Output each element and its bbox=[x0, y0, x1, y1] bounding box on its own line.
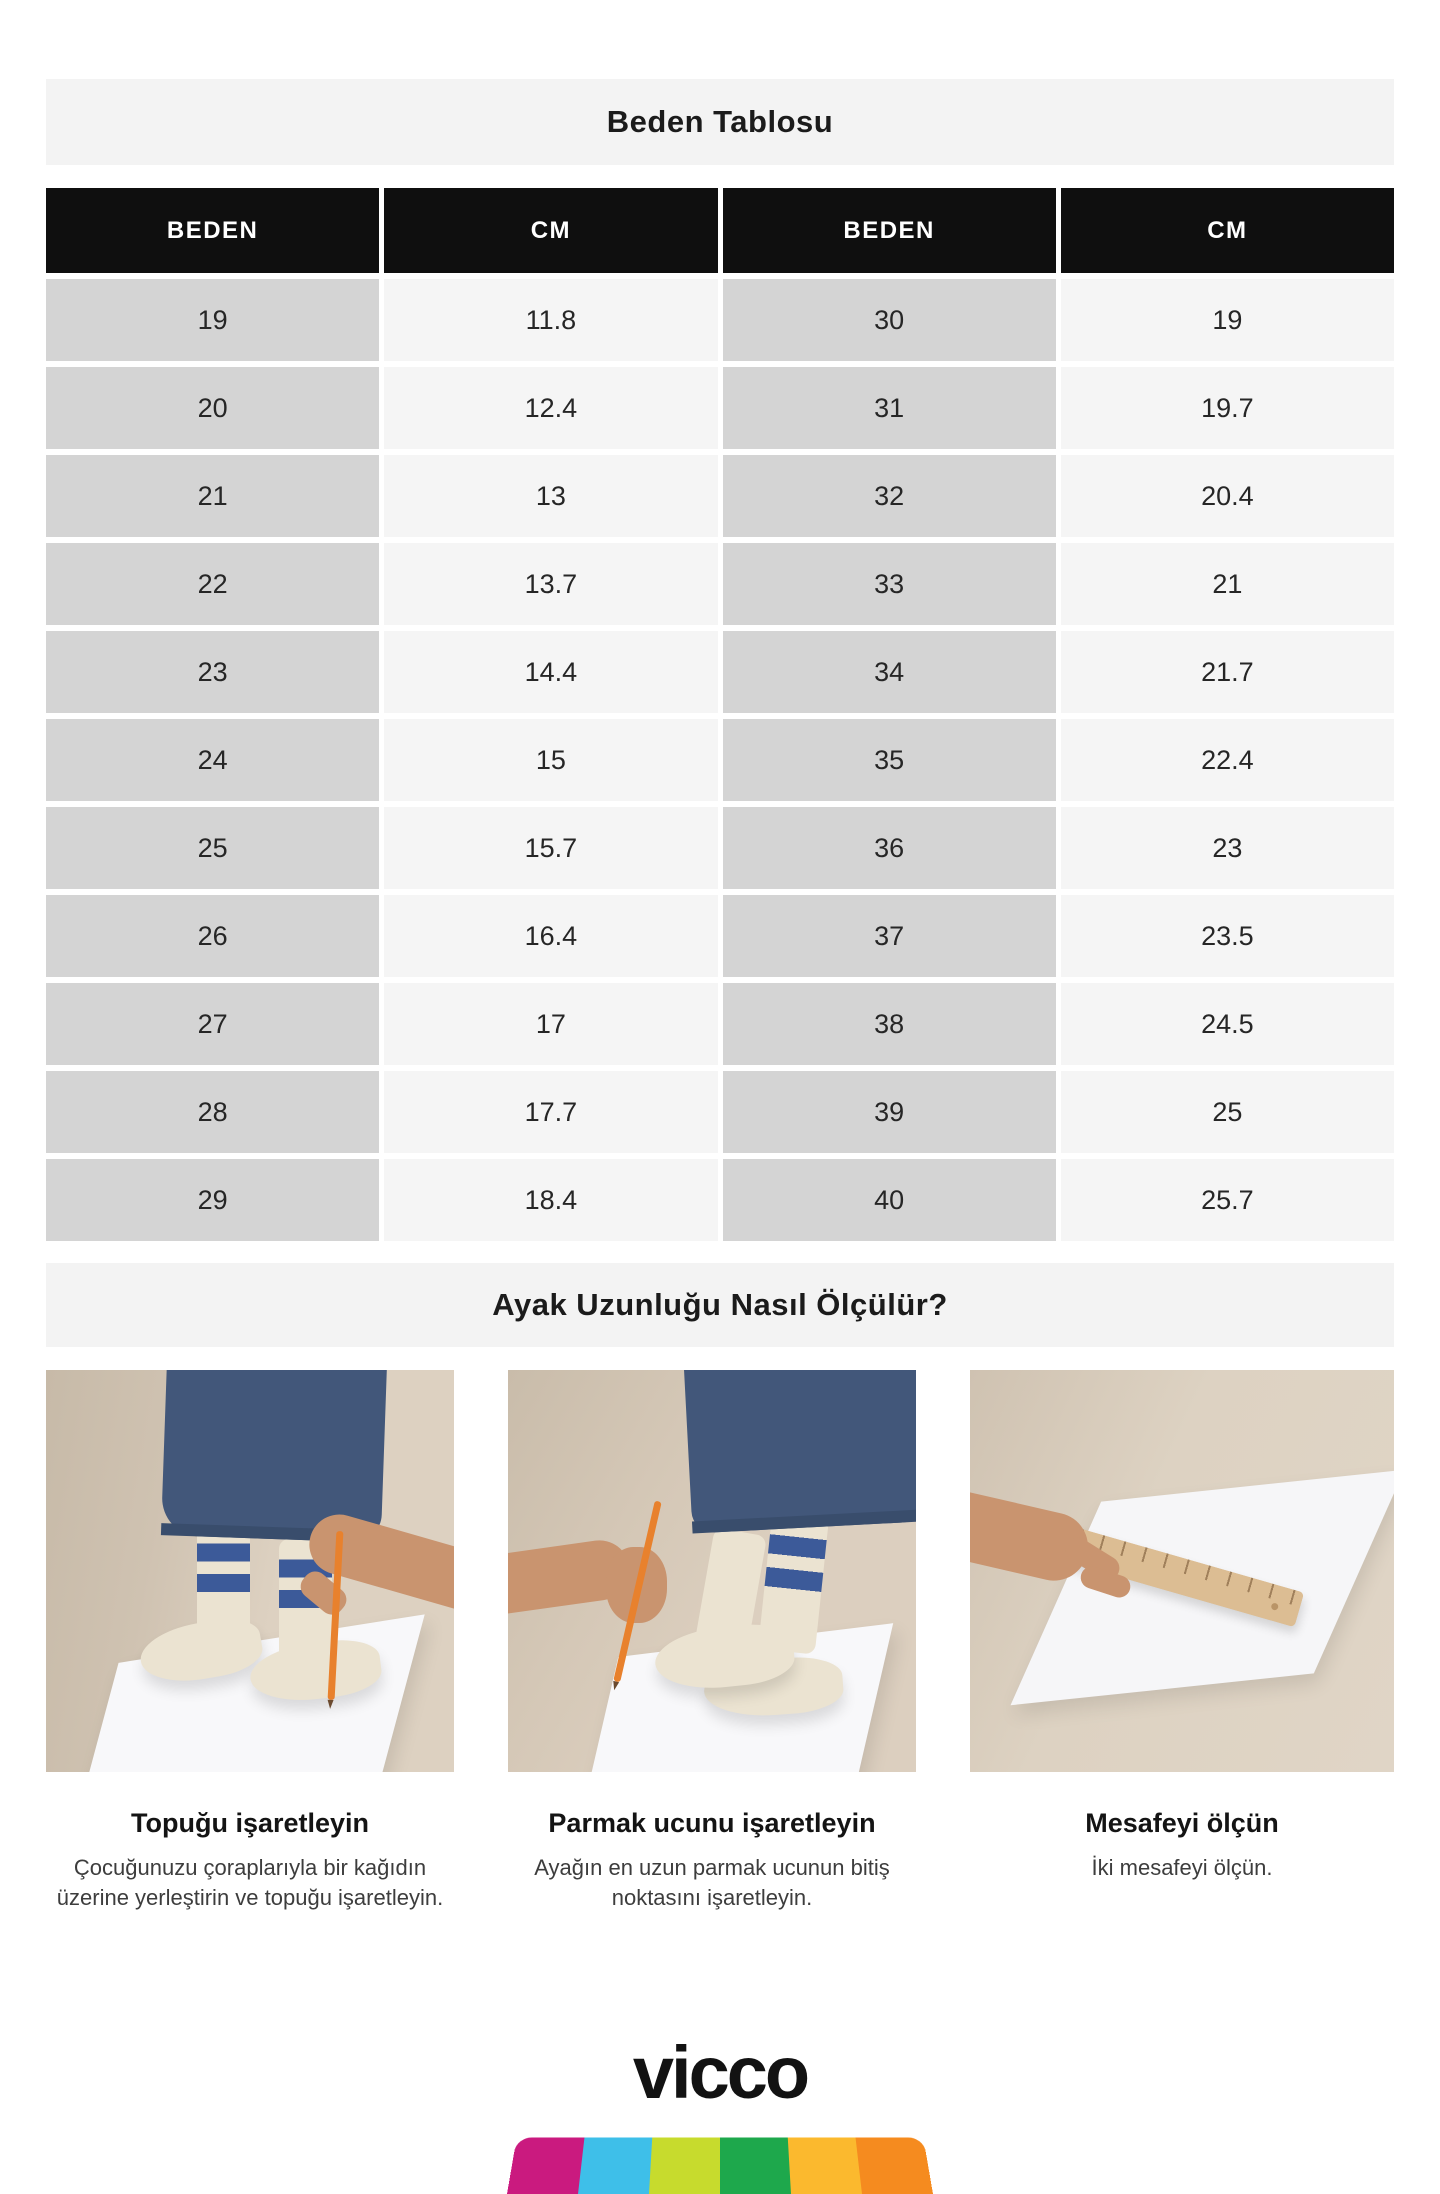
size-cell: 26 bbox=[46, 895, 379, 977]
color-segment bbox=[856, 2137, 933, 2194]
size-cell: 29 bbox=[46, 1159, 379, 1241]
color-segment bbox=[720, 2137, 791, 2194]
vicco-logo: vicco bbox=[632, 2031, 808, 2114]
cm-cell: 18.4 bbox=[384, 1159, 717, 1241]
step-description: İki mesafeyi ölçün. bbox=[1091, 1855, 1273, 1880]
cm-cell: 16.4 bbox=[384, 895, 717, 977]
size-cell: 30 bbox=[723, 279, 1056, 361]
size-cell: 37 bbox=[723, 895, 1056, 977]
step-mark-heel bbox=[46, 1370, 454, 1913]
size-cell: 20 bbox=[46, 367, 379, 449]
cm-cell: 22.4 bbox=[1061, 719, 1394, 801]
cm-cell: 25.7 bbox=[1061, 1159, 1394, 1241]
size-cell: 27 bbox=[46, 983, 379, 1065]
size-table-title-bar bbox=[46, 79, 1394, 165]
size-table bbox=[46, 188, 1394, 1241]
column-header-beden-left: BEDEN bbox=[46, 188, 379, 273]
step-measure-distance bbox=[970, 1370, 1394, 1913]
cm-cell: 12.4 bbox=[384, 367, 717, 449]
measure-title-bar bbox=[46, 1263, 1394, 1347]
step-heading: Parmak ucunu işaretleyin bbox=[548, 1808, 876, 1838]
color-segment bbox=[788, 2137, 862, 2194]
step-photo-mark-heel bbox=[46, 1370, 454, 1772]
size-cell: 25 bbox=[46, 807, 379, 889]
cm-cell: 25 bbox=[1061, 1071, 1394, 1153]
size-cell: 38 bbox=[723, 983, 1056, 1065]
size-cell: 34 bbox=[723, 631, 1056, 713]
size-cell: 24 bbox=[46, 719, 379, 801]
size-cell: 35 bbox=[723, 719, 1056, 801]
pencil-tip bbox=[327, 1699, 333, 1708]
ruler-hole bbox=[1271, 1602, 1280, 1611]
cm-cell: 15.7 bbox=[384, 807, 717, 889]
color-segment bbox=[578, 2137, 652, 2194]
cm-cell: 24.5 bbox=[1061, 983, 1394, 1065]
cm-cell: 21.7 bbox=[1061, 631, 1394, 713]
size-cell: 22 bbox=[46, 543, 379, 625]
size-table-title: Beden Tablosu bbox=[606, 104, 834, 139]
column-header-beden-right: BEDEN bbox=[723, 188, 1056, 273]
cm-cell: 13.7 bbox=[384, 543, 717, 625]
jeans-shape bbox=[683, 1370, 916, 1533]
cm-cell: 14.4 bbox=[384, 631, 717, 713]
size-cell: 19 bbox=[46, 279, 379, 361]
cm-cell: 13 bbox=[384, 455, 717, 537]
cm-cell: 20.4 bbox=[1061, 455, 1394, 537]
cm-cell: 19.7 bbox=[1061, 367, 1394, 449]
cm-cell: 11.8 bbox=[384, 279, 717, 361]
size-cell: 39 bbox=[723, 1071, 1056, 1153]
measure-steps bbox=[46, 1370, 1394, 1913]
column-header-cm-right: CM bbox=[1061, 188, 1394, 273]
step-description: Ayağın en uzun parmak ucunun bitiş noktasını işaretleyin. bbox=[534, 1855, 890, 1910]
color-segment bbox=[649, 2137, 720, 2194]
size-cell: 23 bbox=[46, 631, 379, 713]
size-cell: 36 bbox=[723, 807, 1056, 889]
cm-cell: 21 bbox=[1061, 543, 1394, 625]
cm-cell: 17.7 bbox=[384, 1071, 717, 1153]
size-cell: 28 bbox=[46, 1071, 379, 1153]
measure-title: Ayak Uzunluğu Nasıl Ölçülür? bbox=[492, 1287, 948, 1322]
size-cell: 31 bbox=[723, 367, 1056, 449]
cm-cell: 19 bbox=[1061, 279, 1394, 361]
step-mark-toe bbox=[508, 1370, 916, 1913]
cm-cell: 23.5 bbox=[1061, 895, 1394, 977]
cm-cell: 15 bbox=[384, 719, 717, 801]
sock-leg bbox=[197, 1523, 250, 1652]
size-cell: 33 bbox=[723, 543, 1056, 625]
step-photo-measure-distance bbox=[970, 1370, 1394, 1772]
column-header-cm-left: CM bbox=[384, 188, 717, 273]
cm-cell: 23 bbox=[1061, 807, 1394, 889]
color-segment bbox=[507, 2137, 584, 2194]
step-description: Çocuğunuzu çoraplarıyla bir kağıdın üzerine yerleştirin ve topuğu işaretleyin. bbox=[56, 1855, 444, 1910]
size-cell: 21 bbox=[46, 455, 379, 537]
step-heading: Topuğu işaretleyin bbox=[130, 1808, 370, 1838]
size-cell: 32 bbox=[723, 455, 1056, 537]
size-cell: 40 bbox=[723, 1159, 1056, 1241]
brand-color-bar bbox=[507, 2137, 933, 2194]
step-heading: Mesafeyi ölçün bbox=[1085, 1808, 1279, 1838]
step-photo-mark-toe bbox=[508, 1370, 916, 1772]
cm-cell: 17 bbox=[384, 983, 717, 1065]
